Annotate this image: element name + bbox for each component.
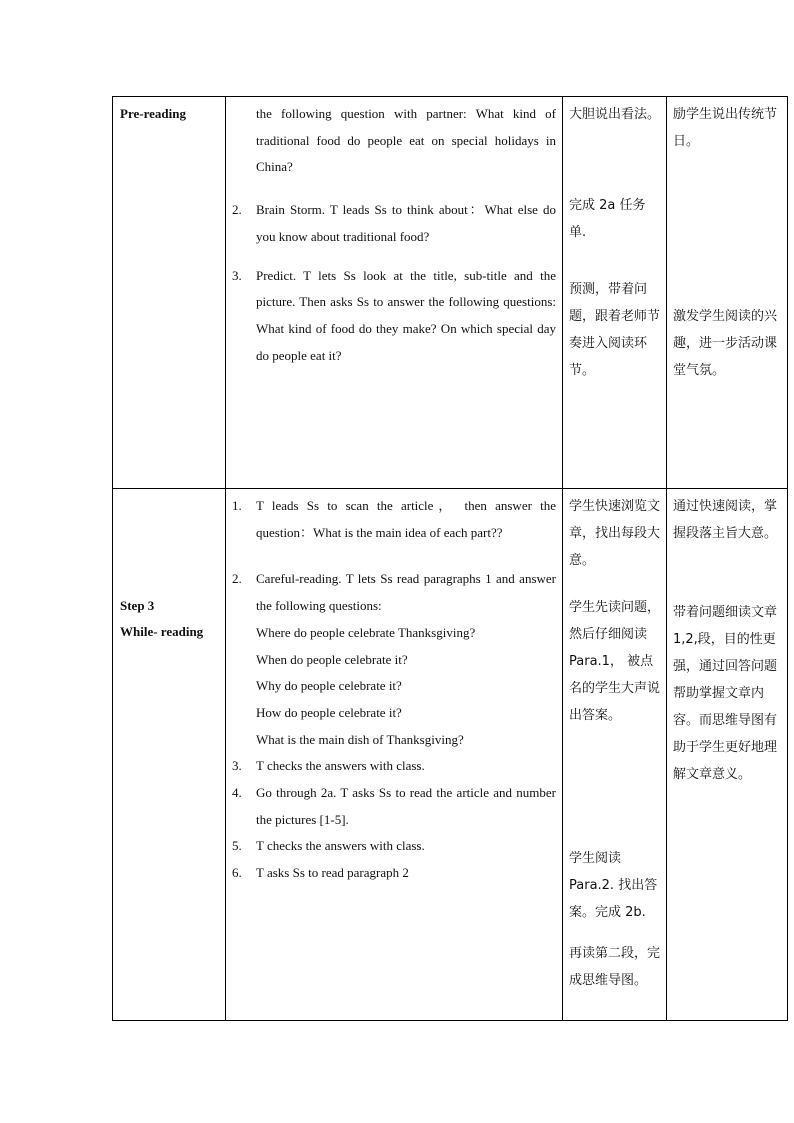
table-row-while-reading bbox=[113, 489, 788, 1021]
list-item: the following question with partner: What kind of traditional food do people eat on special holidays in China? bbox=[256, 106, 556, 175]
student-text: 预测，带着问题，跟着老师节奏进入阅读环节。 bbox=[569, 282, 661, 378]
list-item: 3. T checks the answers with class. bbox=[232, 758, 425, 774]
list-item: 5. T checks the answers with class. bbox=[232, 838, 425, 854]
step-label: Pre-reading bbox=[120, 106, 186, 121]
activity-list bbox=[226, 489, 562, 887]
student-text: 学生阅读 Para.2. 找出答案。完成 2b. bbox=[569, 851, 658, 920]
lesson-plan-table bbox=[112, 96, 788, 1021]
table-row-pre-reading bbox=[113, 97, 788, 489]
student-text: 完成 2a 任务单. bbox=[569, 198, 646, 240]
student-text: 学生快速浏览文章，找出每段大意。 bbox=[569, 499, 661, 568]
student-text: 再读第二段，完成思维导图。 bbox=[569, 946, 661, 988]
purpose-text: 激发学生阅读的兴趣，进一步活动课堂气氛。 bbox=[673, 309, 778, 378]
student-text: 大胆说出看法。 bbox=[569, 107, 661, 122]
list-item: 6. T asks Ss to read paragraph 2 bbox=[232, 865, 409, 881]
purpose-cell bbox=[667, 489, 788, 1021]
list-item: 2. Careful-reading. T lets Ss read paragraphs 1 and answer the following questions: Where do people celebrate Thanksgiving? When do people celebrate it? Why do people celebrate it? How do people celebrate it? What is the main dish of Thanksgiving? bbox=[232, 571, 556, 747]
purpose-text: 励学生说出传统节日。 bbox=[673, 107, 778, 149]
step-cell bbox=[113, 97, 226, 489]
list-item: 4. Go through 2a. T asks Ss to read the article and number the pictures [1-5]. bbox=[232, 785, 556, 827]
list-item: 2. Brain Storm. T leads Ss to think about：What else do you know about traditional food? bbox=[232, 202, 556, 244]
purpose-text: 通过快速阅读，掌握段落主旨大意。 bbox=[673, 499, 778, 541]
step-cell bbox=[113, 489, 226, 1021]
student-activity-cell bbox=[563, 97, 667, 489]
activity-cell bbox=[226, 489, 563, 1021]
list-item: 3. Predict. T lets Ss look at the title, sub-title and the picture. Then asks Ss to answer the following questions: What kind of food do they make? On which special day do people eat it? bbox=[232, 267, 556, 363]
purpose-text: 带着问题细读文章 1,2,段，目的性更强，通过回答问题帮助掌握文章内容。而思维导图有助于学生更好地理解文章意义。 bbox=[673, 605, 778, 782]
step-label: Step 3 While- reading bbox=[120, 598, 204, 639]
activity-list bbox=[226, 97, 562, 369]
student-text: 学生先读问题，然后仔细阅读 Para.1， 被点名的学生大声说出答案。 bbox=[569, 600, 661, 723]
student-activity-cell bbox=[563, 489, 667, 1021]
activity-cell bbox=[226, 97, 563, 489]
list-item: 1. T leads Ss to scan the article， then answer the question：What is the main idea of each part?? bbox=[232, 498, 556, 540]
purpose-cell bbox=[667, 97, 788, 489]
